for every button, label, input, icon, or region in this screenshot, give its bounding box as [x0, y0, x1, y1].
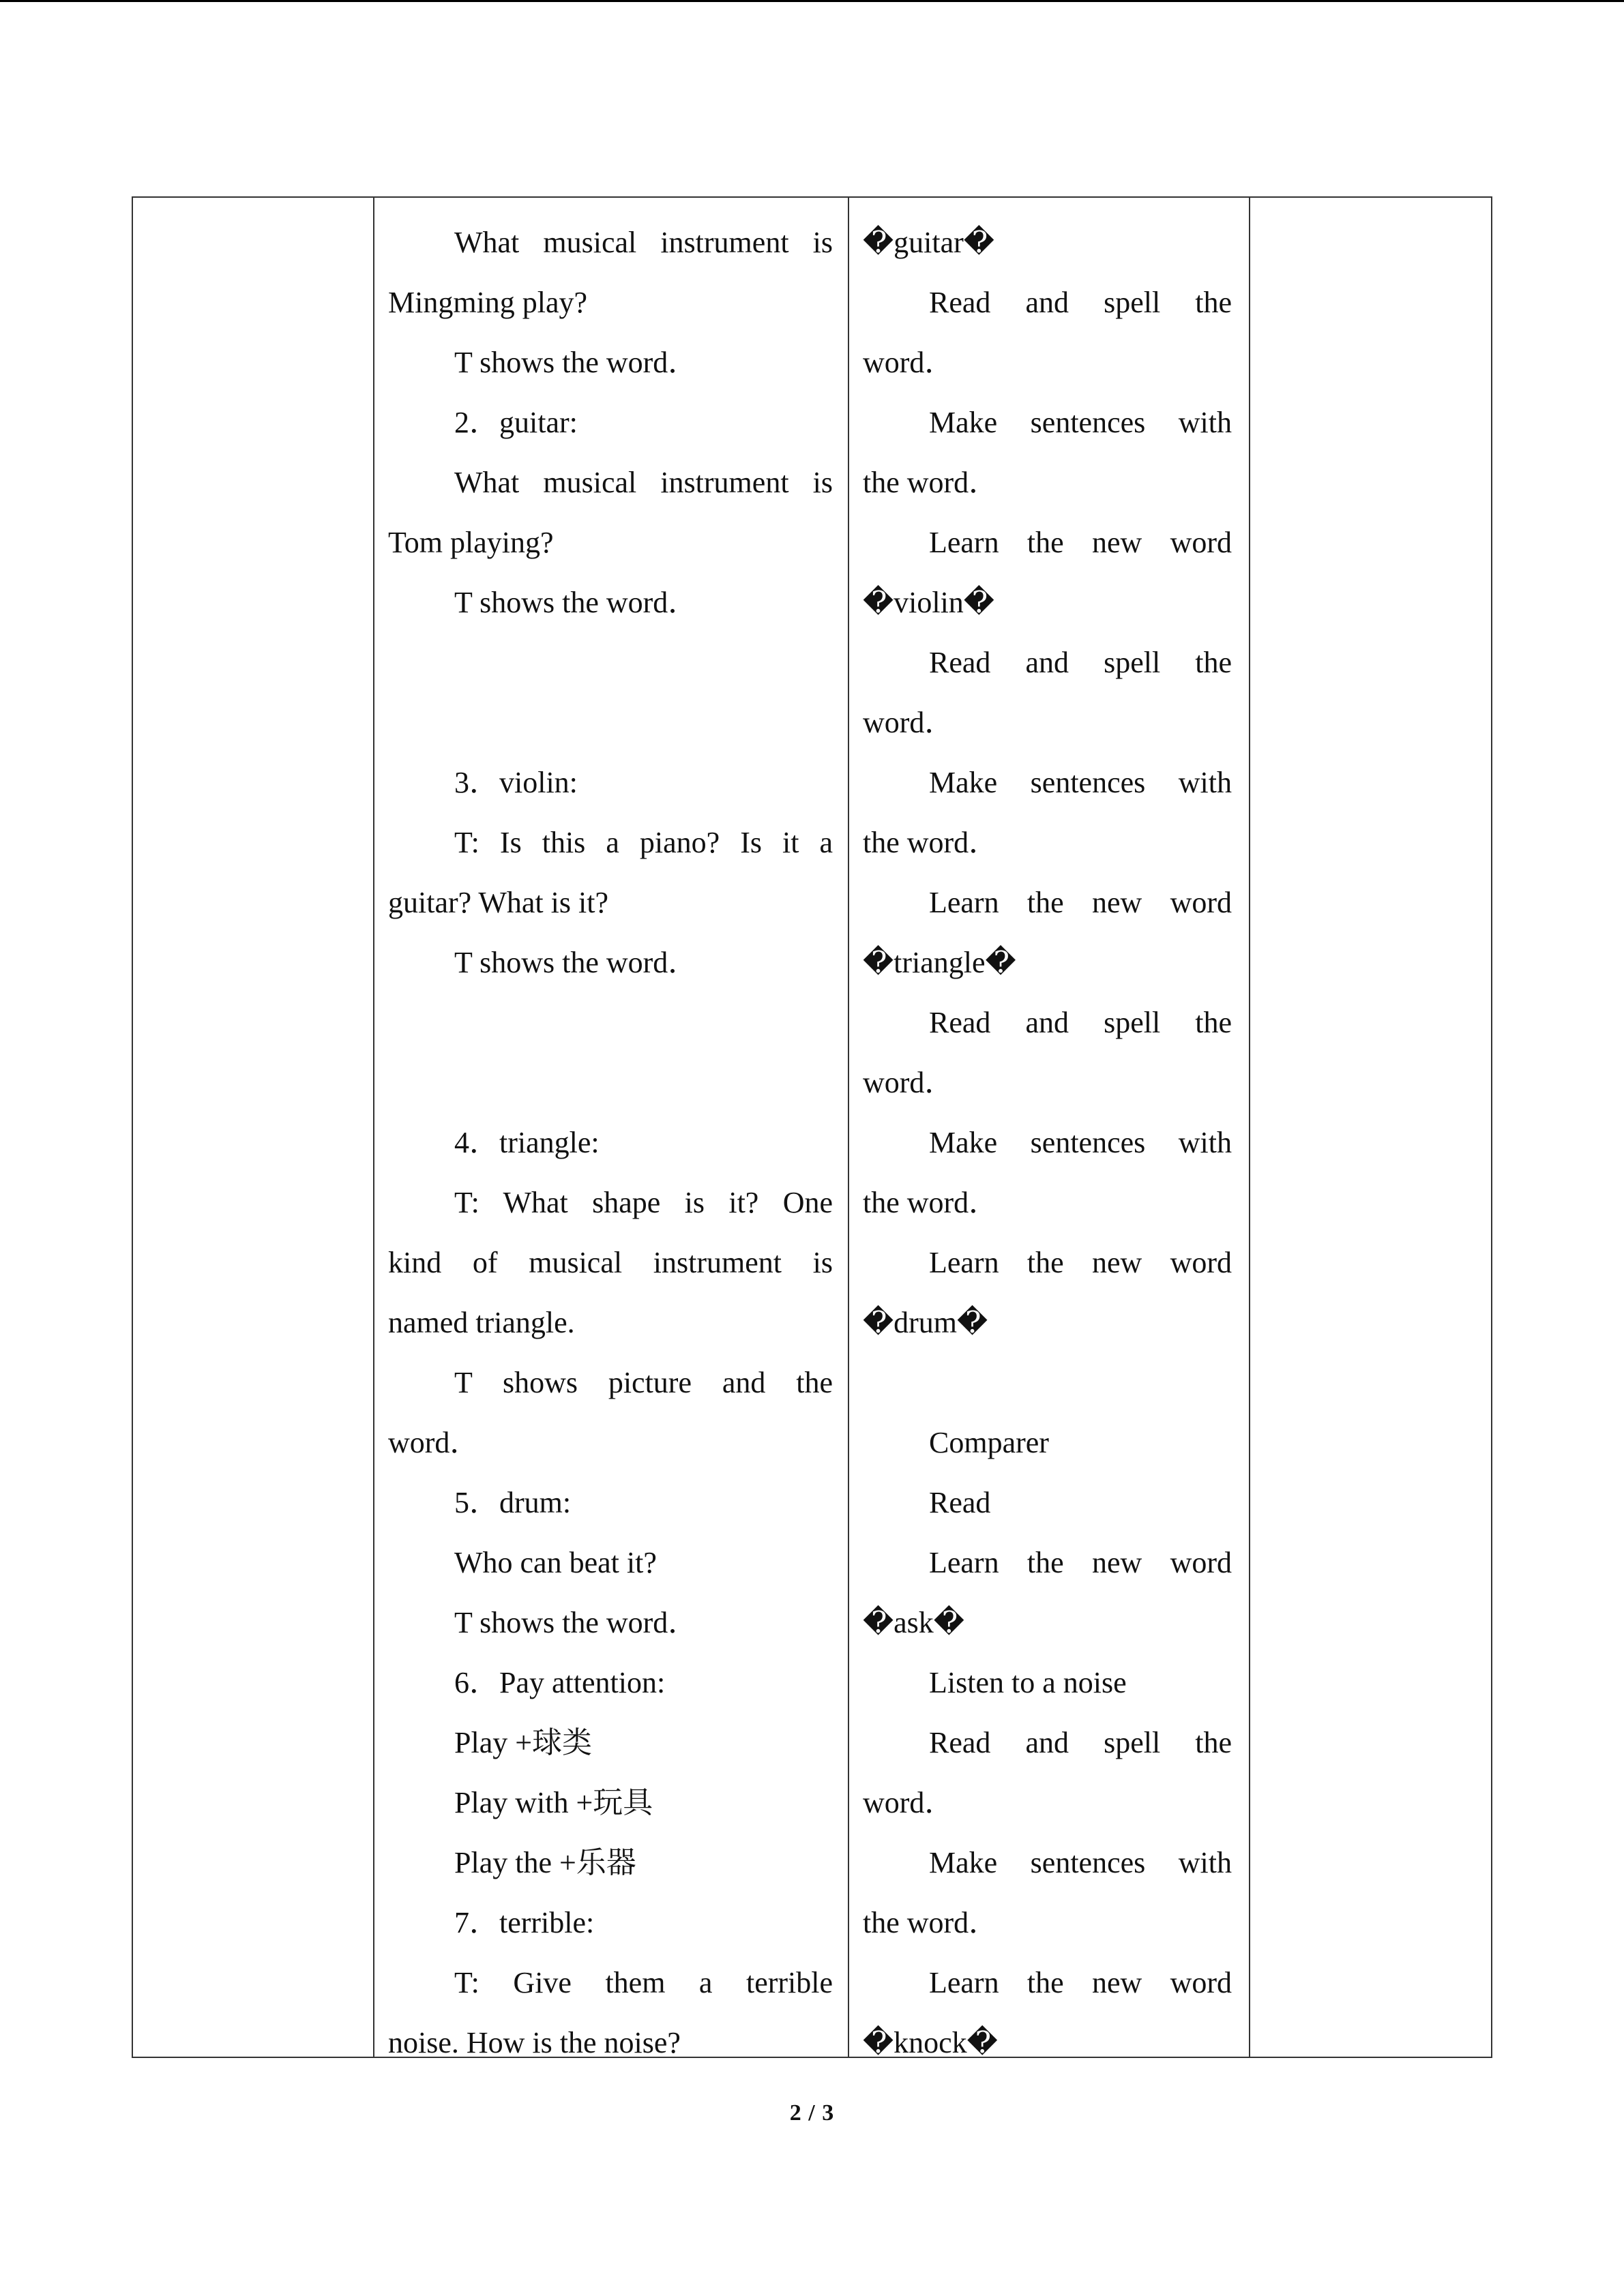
paragraph-line: T: Give them a terrible	[454, 1966, 833, 1999]
table-paragraph	[388, 1953, 833, 2073]
paragraph-line-wrap	[863, 513, 1232, 573]
paragraph-line: Learn the new word	[929, 526, 1232, 559]
paragraph-line-wrap	[863, 1113, 1232, 1173]
paragraph-line: Read and spell the	[929, 286, 1232, 319]
paragraph-line: word．	[863, 706, 955, 739]
paragraph-line: the word．	[863, 1186, 999, 1219]
paragraph-line-wrap	[863, 1533, 1232, 1593]
paragraph-line: �drum�	[863, 1306, 988, 1339]
blank-line	[388, 693, 833, 753]
paragraph-line: Make sentences with	[929, 1846, 1232, 1879]
teacher-activities-column	[388, 213, 833, 2073]
table-paragraph	[863, 273, 1232, 393]
paragraph-line: Mingming play?	[388, 286, 588, 319]
paragraph-line-wrap	[863, 873, 1232, 933]
column-divider	[848, 198, 849, 2057]
paragraph-line: T shows the word．	[454, 346, 698, 379]
table-paragraph	[863, 753, 1232, 873]
table-paragraph	[388, 1353, 833, 1473]
paragraph-line: Make sentences with	[929, 1126, 1232, 1159]
table-paragraph	[388, 1113, 833, 1173]
table-paragraph	[863, 213, 1232, 273]
table-paragraph	[388, 1173, 833, 1353]
paragraph-line: �triangle�	[863, 946, 1016, 979]
paragraph-line: Play with +玩具	[454, 1786, 653, 1819]
table-paragraph	[863, 1413, 1232, 1473]
paragraph-line-wrap	[863, 393, 1232, 453]
table-paragraph	[388, 393, 833, 453]
paragraph-line: word．	[388, 1426, 480, 1459]
paragraph-line: �guitar�	[863, 226, 994, 259]
table-paragraph	[863, 1533, 1232, 1653]
paragraph-line: the word．	[863, 826, 999, 859]
table-paragraph	[863, 393, 1232, 513]
table-paragraph	[863, 1833, 1232, 1953]
paragraph-line-wrap	[863, 993, 1232, 1053]
paragraph-line: Learn the new word	[929, 1246, 1232, 1279]
top-border-rule	[0, 0, 1624, 2]
paragraph-line: Learn the new word	[929, 1546, 1232, 1579]
paragraph-line: Make sentences with	[929, 406, 1232, 439]
paragraph-line: Who can beat it?	[454, 1546, 657, 1579]
table-paragraph	[388, 933, 833, 993]
column-divider	[1249, 198, 1250, 2057]
paragraph-line: Tom playing?	[388, 526, 554, 559]
paragraph-line: T shows the word．	[454, 586, 698, 619]
paragraph-line-wrap	[863, 1833, 1232, 1893]
paragraph-line-wrap	[388, 1953, 833, 2013]
table-paragraph	[863, 1713, 1232, 1833]
table-paragraph	[388, 753, 833, 813]
paragraph-line: Comparer	[929, 1426, 1049, 1459]
paragraph-line-wrap	[863, 1713, 1232, 1773]
paragraph-line: Listen to a noise	[929, 1666, 1127, 1699]
table-paragraph	[863, 633, 1232, 753]
paragraph-line: Read	[929, 1486, 991, 1519]
paragraph-line: word．	[863, 1786, 955, 1819]
paragraph-line: 2．guitar:	[454, 406, 578, 439]
paragraph-line: Play the +乐器	[454, 1846, 636, 1879]
table-paragraph	[863, 1653, 1232, 1713]
paragraph-line: �knock�	[863, 2026, 998, 2059]
paragraph-line-wrap	[388, 213, 833, 273]
student-activities-column	[863, 213, 1232, 2073]
paragraph-line-wrap	[388, 1173, 833, 1233]
table-paragraph	[388, 333, 833, 393]
table-paragraph	[863, 1953, 1232, 2073]
paragraph-line-wrap	[863, 1953, 1232, 2013]
blank-line	[863, 1353, 1232, 1413]
paragraph-line: What musical instrument is	[454, 466, 833, 499]
paragraph-line: guitar? What is it?	[388, 886, 608, 919]
lesson-plan-table	[132, 196, 1492, 2058]
table-paragraph	[388, 1773, 833, 1833]
table-paragraph	[388, 1653, 833, 1713]
table-paragraph	[863, 993, 1232, 1113]
paragraph-line: What musical instrument is	[454, 226, 833, 259]
paragraph-line: Learn the new word	[929, 886, 1232, 919]
paragraph-line: word．	[863, 346, 955, 379]
paragraph-line-wrap	[388, 453, 833, 513]
paragraph-line: Make sentences with	[929, 766, 1232, 799]
paragraph-line: the word．	[863, 1906, 999, 1939]
paragraph-line: T: Is this a piano? Is it a	[454, 826, 833, 859]
table-paragraph	[388, 1473, 833, 1533]
table-paragraph	[863, 873, 1232, 993]
table-paragraph	[388, 1893, 833, 1953]
table-paragraph	[388, 1833, 833, 1893]
paragraph-line: T shows the word．	[454, 946, 698, 979]
page-number: 2 / 3	[789, 2100, 835, 2126]
paragraph-line: Read and spell the	[929, 1006, 1232, 1039]
paragraph-line: 4．triangle:	[454, 1126, 600, 1159]
column-divider	[373, 198, 374, 2057]
paragraph-line: �ask�	[863, 1606, 964, 1639]
table-paragraph	[863, 1233, 1232, 1353]
paragraph-line-wrap	[863, 753, 1232, 813]
blank-line	[388, 993, 833, 1053]
paragraph-line: kind of musical instrument is	[388, 1246, 833, 1279]
paragraph-line: 5．drum:	[454, 1486, 572, 1519]
table-paragraph	[388, 573, 833, 633]
table-paragraph	[388, 213, 833, 333]
blank-line	[388, 1053, 833, 1113]
paragraph-line-wrap	[388, 813, 833, 873]
paragraph-line: noise. How is the noise?	[388, 2026, 681, 2059]
table-paragraph	[863, 1113, 1232, 1233]
paragraph-line: 6．Pay attention:	[454, 1666, 666, 1699]
table-paragraph	[388, 813, 833, 933]
paragraph-line: 7．terrible:	[454, 1906, 595, 1939]
paragraph-line: Play +球类	[454, 1726, 593, 1759]
blank-line	[388, 633, 833, 693]
paragraph-line-wrap	[863, 1233, 1232, 1293]
table-paragraph	[863, 513, 1232, 633]
paragraph-line: 3．violin:	[454, 766, 578, 799]
table-paragraph	[863, 1473, 1232, 1533]
table-paragraph	[388, 453, 833, 573]
paragraph-line-wrap	[388, 1353, 833, 1413]
paragraph-line: the word．	[863, 466, 999, 499]
table-paragraph	[388, 1533, 833, 1593]
paragraph-line: �violin�	[863, 586, 994, 619]
paragraph-line: named triangle.	[388, 1306, 575, 1339]
paragraph-line: T shows picture and the	[454, 1366, 833, 1399]
table-paragraph	[388, 1593, 833, 1653]
paragraph-line: Learn the new word	[929, 1966, 1232, 1999]
paragraph-line: Read and spell the	[929, 646, 1232, 679]
paragraph-line: Read and spell the	[929, 1726, 1232, 1759]
paragraph-line: T: What shape is it? One	[454, 1186, 833, 1219]
paragraph-line-wrap	[863, 633, 1232, 693]
paragraph-line: T shows the word．	[454, 1606, 698, 1639]
table-paragraph	[388, 1713, 833, 1773]
paragraph-line: word．	[863, 1066, 955, 1099]
paragraph-line-wrap	[863, 273, 1232, 333]
